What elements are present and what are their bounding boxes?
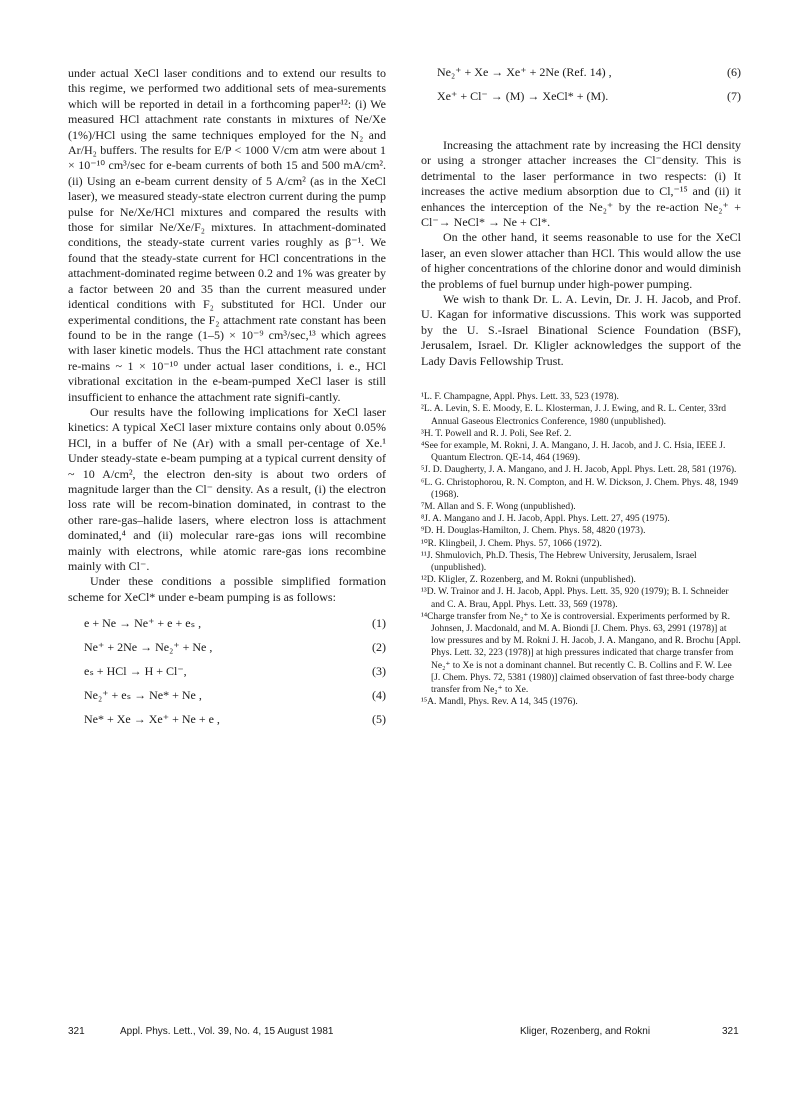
- reference-item: ⁹D. H. Douglas-Hamilton, J. Chem. Phys. 58, 4820 (1973).: [421, 526, 646, 537]
- reference-item: ⁸J. A. Mangano and J. H. Jacob, Appl. Phys. Lett. 27, 495 (1975).: [421, 514, 670, 525]
- reference-item: ¹²D. Kligler, Z. Rozenberg, and M. Rokni (unpublished).: [421, 575, 636, 586]
- reference-item: ¹⁰R. Klingbeil, J. Chem. Phys. 57, 1066 (1972).: [421, 538, 602, 549]
- equation-row: [421, 84, 741, 108]
- equation-row: [68, 635, 386, 659]
- paragraph-3: Under these conditions a possible simplified formation scheme for XeCl* under e-beam pumping is as follows:: [68, 574, 386, 604]
- reference-item: ⁵J. D. Daugherty, J. A. Mangano, and J. H. Jacob, Appl. Phys. Lett. 28, 581 (1976).: [421, 465, 737, 476]
- equation-number: (4): [372, 688, 386, 703]
- equation-number: (3): [372, 664, 386, 679]
- right-column: [421, 66, 741, 708]
- reference-item: ²L. A. Levin, S. E. Moody, E. L. Klosterman, J. J. Ewing, and R. L. Center, 33rd Annual Gaseous Electronics Conference, 1980 (unpublished).: [421, 404, 727, 427]
- acknowledgments: We wish to thank Dr. L. A. Levin, Dr. J. H. Jacob, and Prof. U. Kagan for informative discussions. This work was supported by the U. S.-Israel Binational Science Foundation (BSF), Jerusalem, Israel. Dr. Kligler acknowledges the support of the Lady Davis Fellowship Trust.: [421, 292, 741, 368]
- equation-expression: Ne⁺ + 2Ne → Ne₂⁺ + Ne ,: [84, 640, 213, 655]
- paragraph-5: On the other hand, it seems reasonable to use for the XeCl laser, an even slower attacher than HCl. This would allow the use of higher concentrations of the chlorine donor and would diminish the problems of fuel burnup under high-power pumping.: [421, 230, 741, 291]
- reference-item: ³H. T. Powell and R. J. Poli, See Ref. 2.: [421, 428, 572, 439]
- equation-row: [68, 707, 386, 731]
- equation-number: (5): [372, 712, 386, 727]
- reference-item: ⁷M. Allan and S. F. Wong (unpublished).: [421, 501, 576, 512]
- equation-row: [68, 659, 386, 683]
- footer-page-number-left: 321: [68, 1026, 85, 1037]
- equation-number: (7): [727, 89, 741, 103]
- equation-expression: eₛ + HCl → H + Cl⁻,: [84, 664, 187, 679]
- equation-expression: Ne₂⁺ + eₛ → Ne* + Ne ,: [84, 688, 202, 703]
- paragraph-4: Increasing the attachment rate by increasing the HCl density or using a stronger attacher increases the Cl⁻density. This is detrimental to the laser performance in two respects: (i) It increases the active medium absorption due to Cl,⁻¹⁵ and (ii) it enhances the interception of the Ne₂⁺ by the re-action Ne₂⁺ + Cl⁻→ NeCl* → Ne + Cl*.: [421, 138, 741, 230]
- equation-row: [68, 611, 386, 635]
- equation-number: (2): [372, 640, 386, 655]
- reference-item: ¹L. F. Champagne, Appl. Phys. Lett. 33, 523 (1978).: [421, 392, 619, 403]
- paragraph-2: Our results have the following implications for XeCl laser kinetics: A typical XeCl laser mixture contains only about 0.05% HCl, in a buffer of Ne (Ar) with a small per-centage of Xe.¹ Under steady-state e-beam pumping at a typical current density of ~ 10 A/cm², the electron den-sity is about two orders of magnitude larger than the Cl⁻ density. As a result, (i) the electron loss rate will be recom-bination dominated, in contrast to the other rare-gas–halide lasers, where electron loss is attachment dominated,⁴ and (ii) molecular rare-gas ions will recombine mainly with electrons, while atomic rare-gas ions recombine mainly with Cl⁻.: [68, 404, 386, 573]
- reference-item: ⁴See for example, M. Rokni, J. A. Mangano, J. H. Jacob, and J. C. Hsia, IEEE J. Quantum Electron. QE-14, 464 (1969).: [421, 440, 726, 464]
- reference-item: ¹⁴Charge transfer from Ne₂⁺ to Xe is controversial. Experiments performed by R. Johnsen, J. Macdonald, and M. A. Biondi [J. Chem. Phys. 63, 2991 (1978)] at low pressures and by M. Rokni J. H. Jacob, J. A. Mangano, and R. Brochu [Appl. Phys. Lett. 32, 223 (1978)] at high pressures indicated that charge transfer from Ne₂⁺ to Xe is not a dominant channel. But recently C. B. Collins and F. W. Lee [J. Chem. Phys. 72, 5381 (1980)] claimed observation of fast three-body charge transfer from Ne₂⁺ to Xe.: [421, 611, 741, 695]
- reference-item: ⁶L. G. Christophorou, R. N. Compton, and H. W. Dickson, J. Chem. Phys. 48, 1949 (1968).: [421, 477, 739, 500]
- equation-number: (6): [727, 65, 741, 79]
- reference-item: ¹⁵A. Mandl, Phys. Rev. A 14, 345 (1976).: [421, 697, 578, 708]
- footer-authors: Kliger, Rozenberg, and Rokni: [520, 1026, 651, 1037]
- reference-item: ¹¹J. Shmulovich, Ph.D. Thesis, The Hebrew University, Jerusalem, Israel (unpublished).: [421, 550, 697, 573]
- equation-row: [421, 60, 741, 84]
- equation-list-left: [68, 611, 386, 731]
- equation-expression: Ne* + Xe → Xe⁺ + Ne + e ,: [84, 712, 220, 727]
- equation-number: (1): [372, 616, 386, 631]
- equation-expression: Ne₂⁺ + Xe → Xe⁺ + 2Ne (Ref. 14) ,: [437, 65, 612, 79]
- references-list: [421, 391, 741, 708]
- equation-expression: e + Ne → Ne⁺ + e + eₛ ,: [84, 616, 202, 631]
- reference-item: ¹³D. W. Trainor and J. H. Jacob, Appl. Phys. Lett. 35, 920 (1979); B. I. Schneider and C. A. Brau, Appl. Phys. Lett. 33, 569 (1978).: [421, 587, 729, 610]
- footer-page-number-right: 321: [722, 1026, 739, 1037]
- footer-journal-citation: Appl. Phys. Lett., Vol. 39, No. 4, 15 August 1981: [120, 1026, 334, 1037]
- equation-list-right: [421, 60, 741, 108]
- paragraph-1: under actual XeCl laser conditions and to extend our results to this regime, we performed two additional sets of mea-surements which will be reported in detail in a forthcoming paper¹²: (i) We measured HCl attachment rate constants in mixtures of Ne/Xe (1%)/HCl using the same techniques employed for the N₂ and Ar/H₂ buffers. The results for E/P < 1000 V/cm atm were about 1 × 10⁻¹⁰ cm³/sec for e-beam currents of both 15 and 500 mA/cm². (ii) Using an e-beam current density of 5 A/cm² (as in the XeCl laser), we measured steady-state electron current during the pump pulse for Ne/Xe/HCl mixtures and compared the results with those for similar Ne/Xe/F₂ mixtures. In attachment-dominated conditions, the steady-state current varies roughly as β⁻¹. We found that the steady-state current for HCl concentrations in the attachment-dominated regime between 0.2 and 1% was greater by a factor between 20 and 35 than the current measured under identical conditions with F₂ substituted for HCl. Under our experimental conditions, the F₂ attachment rate constant has been found to be in the range (1–5) × 10⁻⁹ cm³/sec,¹³ which agrees with laser kinetic models. Thus the HCl attachment rate constant re-mains ~ 1 × 10⁻¹⁰ under actual laser conditions, i. e., HCl vibrational excitation in the e-beam-pumped XeCl laser is still insufficient to enhance the attachment rate signifi-cantly.: [68, 66, 386, 404]
- equation-row: [68, 683, 386, 707]
- left-column: [68, 66, 386, 737]
- equation-expression: Xe⁺ + Cl⁻ → (M) → XeCl* + (M).: [437, 89, 609, 103]
